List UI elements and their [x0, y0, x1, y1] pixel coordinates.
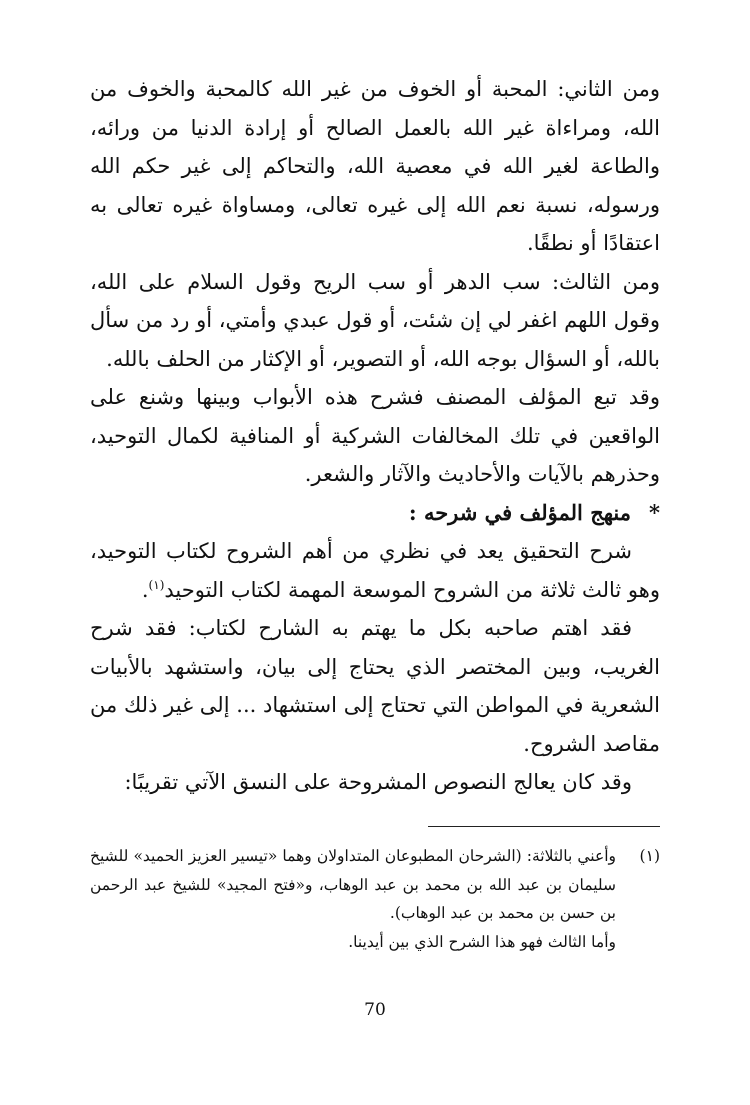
page-number: 70	[364, 1000, 386, 1020]
footnote-text: وأعني بالثلاثة: (الشرحان المطبوعان المتداولان وهما «تيسير العزيز الحميد» للشيخ سليمان بن عبد الله بن محمد بن عبد الوهاب، و«فتح المجيد» للشيخ عبد الرحمن بن حسن بن محمد بن عبد الوهاب).	[90, 847, 616, 922]
footnote-number: (١)	[639, 847, 660, 865]
paragraph-treatment-order: وقد كان يعالج النصوص المشروحة على النسق الآتي تقريبًا:	[124, 770, 632, 794]
section-heading	[90, 494, 660, 533]
footnote-item	[90, 842, 660, 956]
paragraph-commentary-importance	[90, 532, 660, 609]
footnotes	[90, 842, 660, 956]
paragraph-author-followed: وقد تبع المؤلف المصنف فشرح هذه الأبواب وبينها وشنع على الواقعين في تلك المخالفات الشركية أو المنافية لكمال التوحيد، وحذرهم بالآيات والأحاديث والآثار والشعر.	[90, 385, 660, 486]
paragraph-author-method: فقد اهتم صاحبه بكل ما يهتم به الشارح لكتاب: فقد شرح الغريب، وبين المختصر الذي يحتاج إلى بيان، واستشهد بالأبيات الشعرية في المواطن التي تحتاج إلى استشهاد ... إلى غير ذلك من مقاصد الشروح.	[90, 616, 660, 756]
asterisk-icon: *	[649, 499, 660, 525]
footnote-divider	[428, 826, 660, 827]
footnote-reference[interactable]: (١)	[148, 577, 165, 592]
paragraph-second-category: ومن الثاني: المحبة أو الخوف من غير الله كالمحبة والخوف من الله، ومراءاة غير الله بالعمل الصالح أو إرادة الدنيا من ورائه، والطاعة لغير الله في معصية الله، والتحاكم إلى غير حكم الله ورسوله، نسبة نعم الله إلى غيره تعالى، ومساواة غيره تعالى به اعتقادًا أو نطقًا.	[90, 77, 660, 255]
footnote-body	[90, 842, 616, 956]
main-text	[90, 70, 660, 802]
paragraph-third-category: ومن الثالث: سب الدهر أو سب الريح وقول السلام على الله، وقول اللهم اغفر لي إن شئت، أو قول عبدي وأمتي، أو رد من سأل بالله، أو السؤال بوجه الله، أو التصوير، أو الإكثار من الحلف بالله.	[90, 269, 660, 371]
paragraph-end-mark: .	[141, 577, 149, 602]
paragraph-commentary-importance-text: شرح التحقيق يعد في نظري من أهم الشروح لكتاب التوحيد، وهو ثالث ثلاثة من الشروح الموسعة المهمة لكتاب التوحيد	[90, 539, 660, 602]
footnote-text: وأما الثالث فهو هذا الشرح الذي بين أيدينا.	[348, 932, 616, 951]
section-heading-text: منهج المؤلف في شرحه :	[408, 499, 632, 525]
